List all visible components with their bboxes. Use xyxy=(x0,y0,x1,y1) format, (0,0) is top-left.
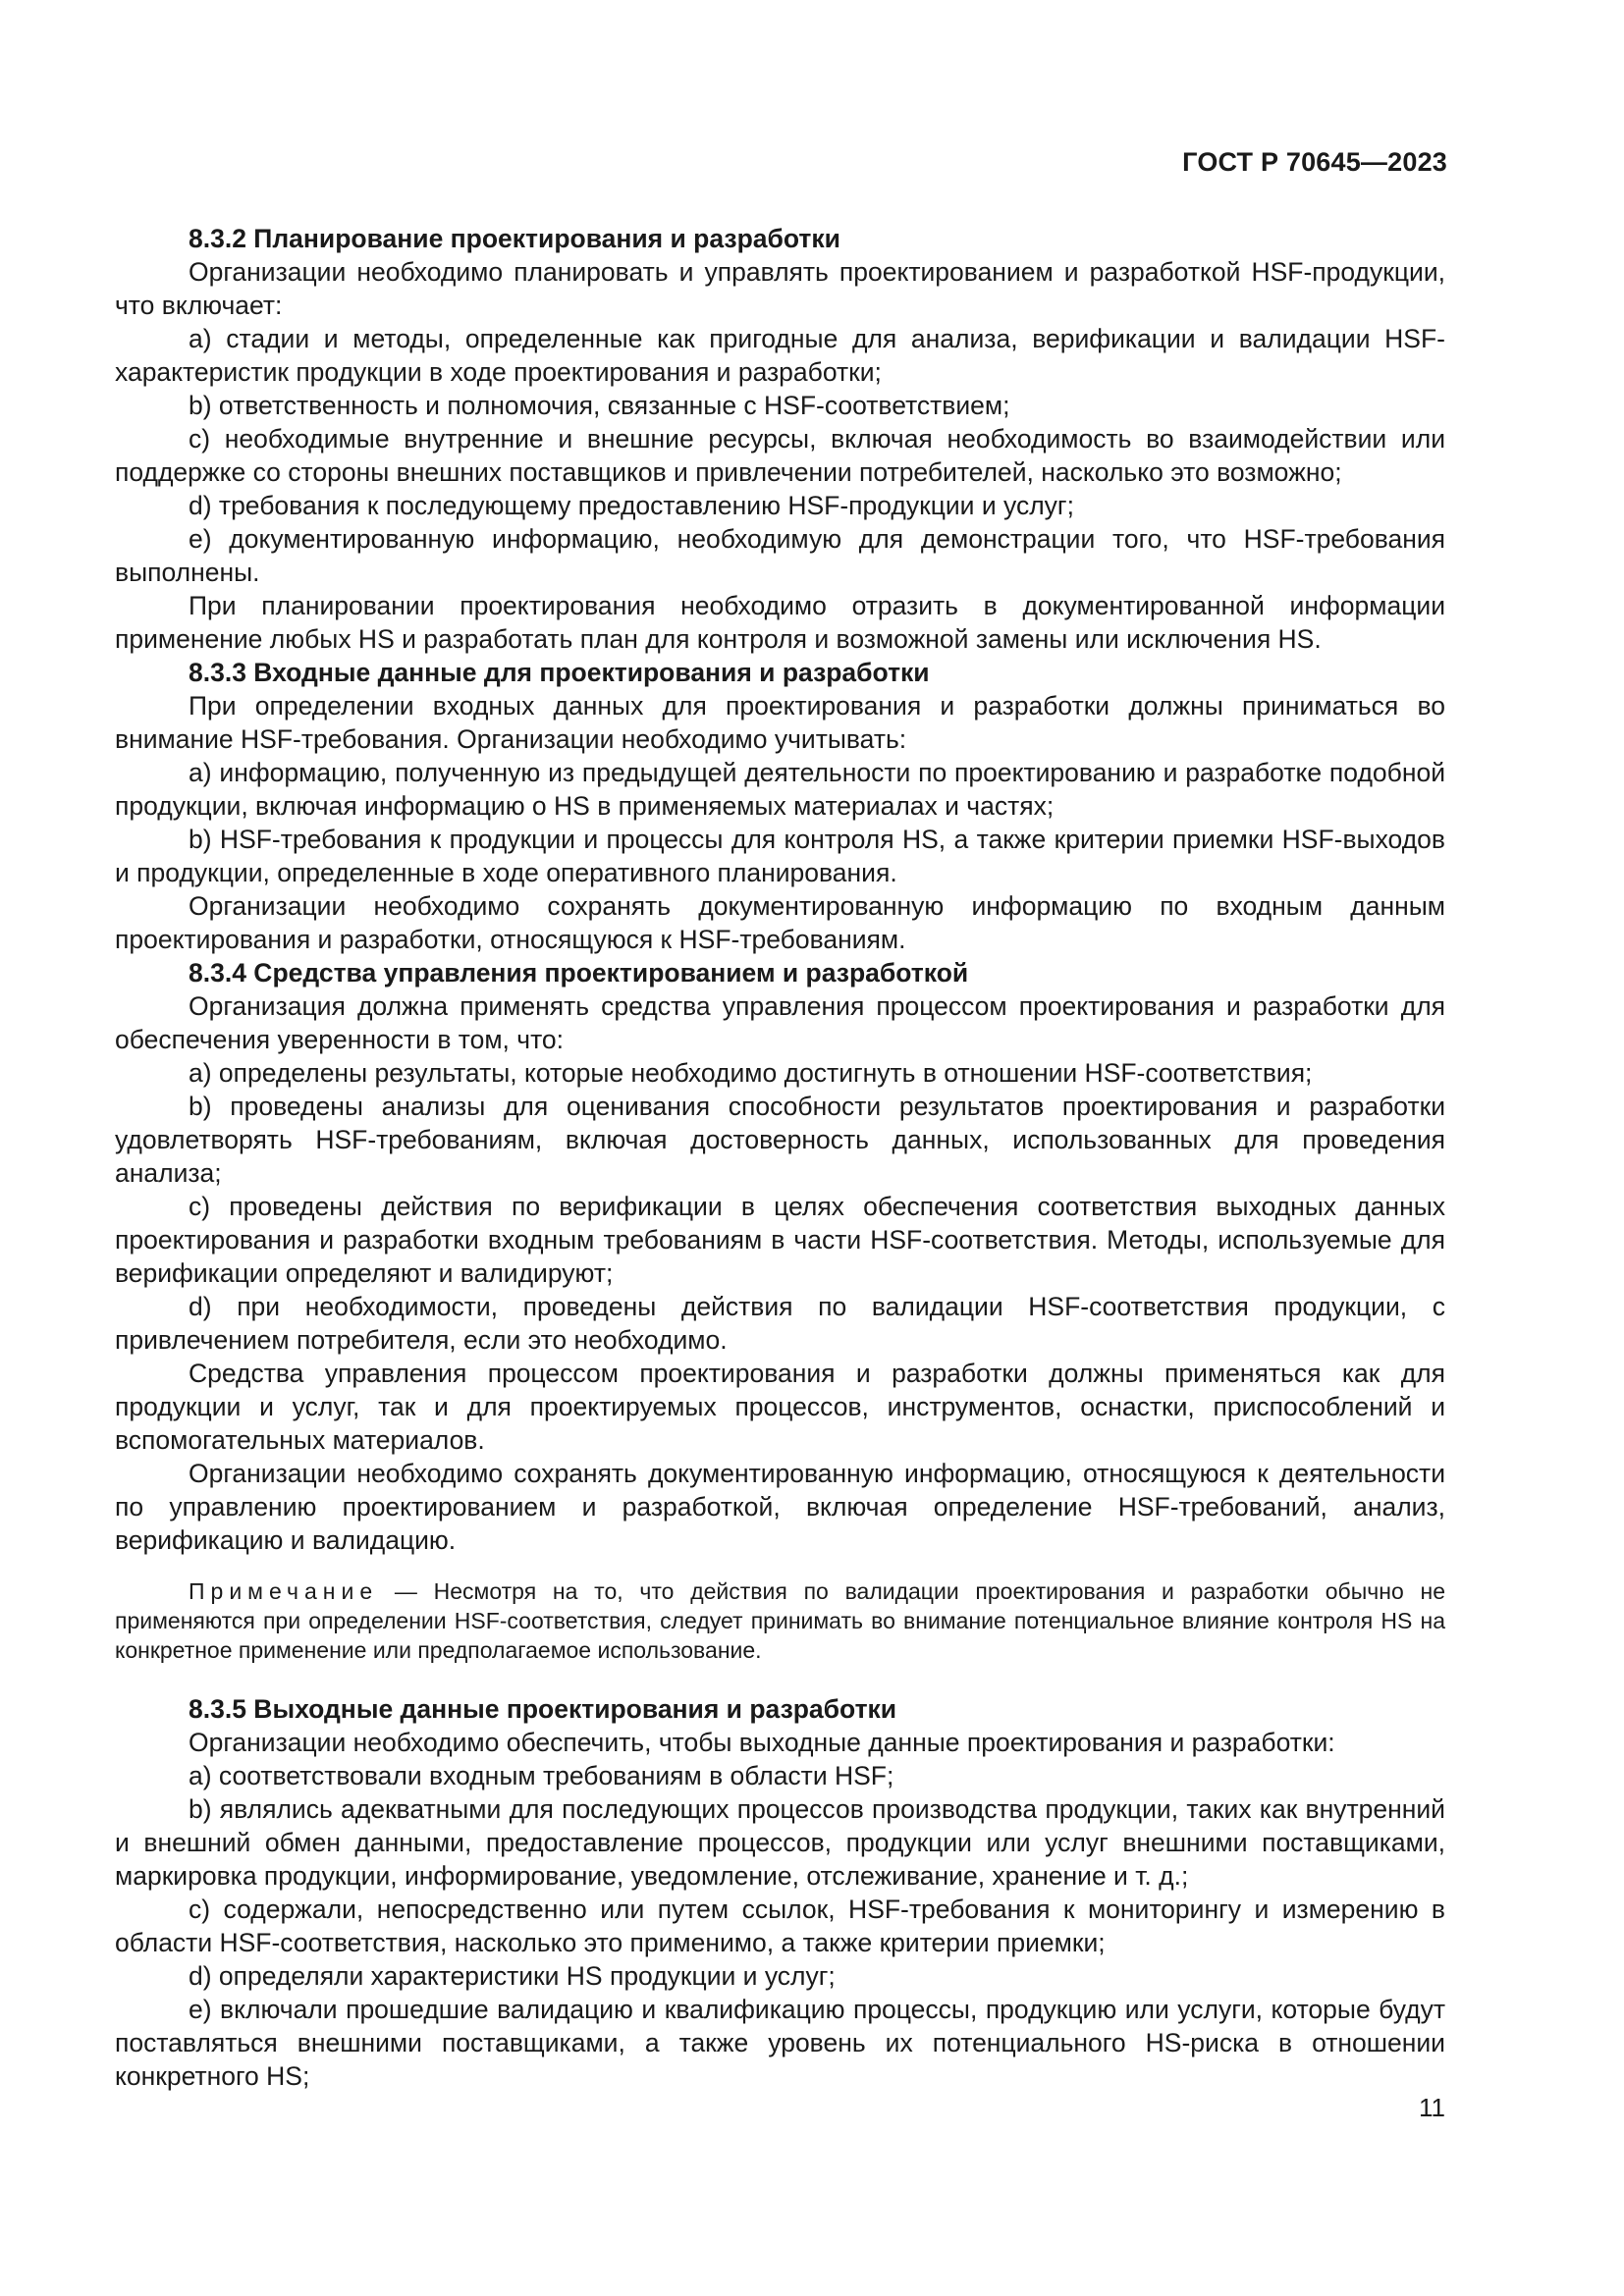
page-number: 11 xyxy=(1419,2093,1445,2122)
list-item-b: b) ответственность и полномочия, связанные с HSF-соответствием; xyxy=(189,391,1010,420)
note xyxy=(115,1576,1445,1665)
list-item-d: d) при необходимости, проведены действия по валидации HSF-соответствия продукции, с привлечением потребителя, если это необходимо. xyxy=(115,1292,1445,1355)
paragraph: Организации необходимо сохранять документированную информацию, относящуюся к деятельности по управлению проектированием и разработкой, включая определение HSF-требований, анализ, верификацию и валидацию. xyxy=(115,1459,1445,1555)
list-item-a: a) стадии и методы, определенные как пригодные для анализа, верификации и валидации HSF-характеристик продукции в ходе проектирования и разработки; xyxy=(115,324,1445,387)
paragraph: Организации необходимо сохранять документированную информацию по входным данным проектирования и разработки, относящуюся к HSF-требованиям. xyxy=(115,891,1445,954)
list-item-a: a) соответствовали входным требованиям в области HSF; xyxy=(189,1761,894,1790)
paragraph: Организация должна применять средства управления процессом проектирования и разработки для обеспечения уверенности в том, что: xyxy=(115,991,1445,1054)
note-text: — Несмотря на то, что действия по валидации проектирования и разработки обычно не применяются при определении HSF-соответствия, следует принимать во внимание потенциальное влияние контроля HS на конкретное применение или предполагаемое использование. xyxy=(115,1578,1445,1663)
list-item-d: d) определяли характеристики HS продукции и услуг; xyxy=(189,1961,836,1991)
list-item-e: e) документированную информацию, необходимую для демонстрации того, что HSF-требования выполнены. xyxy=(115,524,1445,587)
list-item-e: e) включали прошедшие валидацию и квалификацию процессы, продукцию или услуги, которые будут поставляться внешними поставщиками, а также уровень их потенциального HS-риска в отношении конкретного HS; xyxy=(115,1995,1445,2091)
list-item-c: c) необходимые внутренние и внешние ресурсы, включая необходимость во взаимодействии или поддержке со стороны внешних поставщиков и привлечении потребителей, насколько это возможно; xyxy=(115,424,1445,487)
list-item-a: a) информацию, полученную из предыдущей деятельности по проектированию и разработке подобной продукции, включая информацию о HS в применяемых материалах и частях; xyxy=(115,758,1445,821)
list-item-d: d) требования к последующему предоставлению HSF-продукции и услуг; xyxy=(189,491,1074,520)
section-heading-8-3-4: 8.3.4 Средства управления проектированием и разработкой xyxy=(189,958,969,988)
paragraph: При планировании проектирования необходимо отразить в документированной информации применение любых HS и разработать план для контроля и возможной замены или исключения HS. xyxy=(115,591,1445,654)
paragraph: Средства управления процессом проектирования и разработки должны применяться как для продукции и услуг, так и для проектируемых процессов, инструментов, оснастки, приспособлений и вспомогательных материалов. xyxy=(115,1359,1445,1455)
list-item-c: c) содержали, непосредственно или путем ссылок, HSF-требования к мониторингу и измерению в области HSF-соответствия, насколько это применимо, а также критерии приемки; xyxy=(115,1895,1445,1957)
document-body xyxy=(115,222,1445,2093)
list-item-a: a) определены результаты, которые необходимо достигнуть в отношении HSF-соответствия; xyxy=(189,1058,1313,1088)
paragraph: Организации необходимо обеспечить, чтобы выходные данные проектирования и разработки: xyxy=(189,1728,1335,1757)
section-heading-8-3-3: 8.3.3 Входные данные для проектирования и разработки xyxy=(189,658,930,687)
list-item-c: c) проведены действия по верификации в целях обеспечения соответствия выходных данных проектирования и разработки входным требованиям в части HSF-соответствия. Методы, используемые для верификации определяют и валидируют; xyxy=(115,1192,1445,1288)
section-heading-8-3-5: 8.3.5 Выходные данные проектирования и разработки xyxy=(189,1694,897,1724)
note-label: Примечание xyxy=(189,1578,379,1604)
list-item-b: b) HSF-требования к продукции и процессы для контроля HS, а также критерии приемки HSF-выходов и продукции, определенные в ходе оперативного планирования. xyxy=(115,825,1445,887)
list-item-b: b) являлись адекватными для последующих процессов производства продукции, таких как внутренний и внешний обмен данными, предоставление процессов, продукции или услуг внешними поставщиками, маркировка продукции, информирование, уведомление, отслеживание, хранение и т. д.; xyxy=(115,1794,1445,1891)
section-heading-8-3-2: 8.3.2 Планирование проектирования и разработки xyxy=(189,224,840,253)
document-header: ГОСТ Р 70645—2023 xyxy=(1182,147,1447,177)
paragraph: Организации необходимо планировать и управлять проектированием и разработкой HSF-продукции, что включает: xyxy=(115,257,1445,320)
paragraph: При определении входных данных для проектирования и разработки должны приниматься во внимание HSF-требования. Организации необходимо учитывать: xyxy=(115,691,1445,754)
list-item-b: b) проведены анализы для оценивания способности результатов проектирования и разработки удовлетворять HSF-требованиям, включая достоверность данных, использованных для проведения анализа; xyxy=(115,1092,1445,1188)
